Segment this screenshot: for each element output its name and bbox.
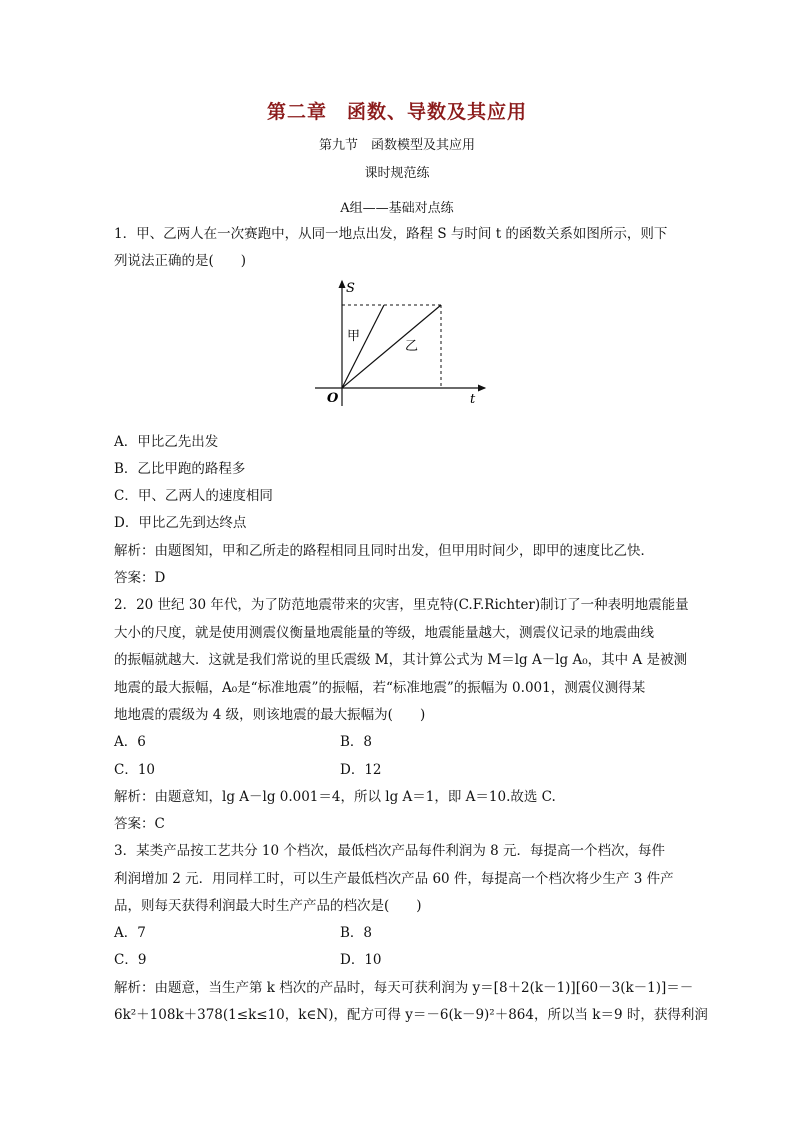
q2-option-b: B．8 <box>340 734 373 750</box>
q1-option-c: C．甲、乙两人的速度相同 <box>114 488 273 504</box>
q2-answer: 答案：C <box>114 816 165 832</box>
q3-option-b: B．8 <box>340 925 373 941</box>
q2-stem-line-3: 的振幅就越大．这就是我们常说的里氏震级 M，其计算公式为 M＝lg A－lg A₀，其中 A 是被测 <box>114 652 687 668</box>
q2-option-c: C．10 <box>114 762 156 778</box>
q1-option-a: A．甲比乙先出发 <box>114 434 219 450</box>
q3-analysis-line-1: 解析：由题意，当生产第 k 档次的产品时，每天可获利润为 y＝[8＋2(k－1)][60－3(k－1)]＝－ <box>114 980 694 996</box>
q2-stem-line-2: 大小的尺度，就是使用测震仪衡量地震能量的等级，地震能量越大，测震仪记录的地震曲线 <box>114 625 654 641</box>
jia-label: 甲 <box>347 329 361 344</box>
q1-stem-line-2: 列说法正确的是( ) <box>114 253 247 269</box>
q3-option-a: A．7 <box>114 925 146 941</box>
line-yi <box>342 305 441 388</box>
q3-option-c: C．9 <box>114 952 147 968</box>
chapter-title: 第二章 函数、导数及其应用 <box>266 101 527 123</box>
q3-stem-line-2: 利润增加 2 元．用同样工时，可以生产最低档次产品 60 件，每提高一个档次将少生产 3 件产 <box>114 871 674 887</box>
section-title: 第九节 函数模型及其应用 <box>318 138 475 153</box>
q3-stem-line-1: 3．某类产品按工艺共分 10 个档次，最低档次产品每件利润为 8 元．每提高一个档次，每件 <box>114 843 666 859</box>
subtitle: 课时规范练 <box>364 166 430 181</box>
q2-stem-line-4: 地震的最大振幅，A₀是“标准地震”的振幅，若“标准地震”的振幅为 0.001，测震仪测得某 <box>114 680 646 696</box>
q2-option-d: D．12 <box>340 762 382 778</box>
q1-analysis: 解析：由题图知，甲和乙所走的路程相同且同时出发，但甲用时间少，即甲的速度比乙快． <box>114 543 654 559</box>
line-jia <box>342 305 384 388</box>
origin-label: O <box>327 391 339 406</box>
q1-answer: 答案：D <box>114 570 166 586</box>
q2-stem-line-5: 地地震的震级为 4 级，则该地震的最大振幅为( ) <box>114 707 426 723</box>
q2-analysis: 解析：由题意知，lg A－lg 0.001＝4，所以 lg A＝1，即 A＝10.故选 C. <box>114 789 556 805</box>
distance-time-graph <box>305 278 495 408</box>
q2-stem-line-1: 2．20 世纪 30 年代，为了防范地震带来的灾害，里克特(C.F.Richter)制订了一种表明地震能量 <box>114 597 689 613</box>
y-axis-label: S <box>346 281 355 296</box>
q3-analysis-line-2: 6k²＋108k＋378(1≤k≤10，k∈N)，配方可得 y＝－6(k－9)²＋864，所以当 k＝9 时，获得利润 <box>114 1007 708 1023</box>
yi-label: 乙 <box>405 339 419 354</box>
group-heading: A组——基础对点练 <box>340 201 454 216</box>
x-axis-label: t <box>470 392 476 407</box>
q1-stem-line-1: 1．甲、乙两人在一次赛跑中，从同一地点出发，路程 S 与时间 t 的函数关系如图所示，则下 <box>114 226 668 242</box>
q1-option-b: B．乙比甲跑的路程多 <box>114 461 246 477</box>
q3-option-d: D．10 <box>340 952 382 968</box>
q1-option-d: D．甲比乙先到达终点 <box>114 515 247 531</box>
q3-stem-line-3: 品，则每天获得利润最大时生产产品的档次是( ) <box>114 898 422 914</box>
q2-option-a: A．6 <box>114 734 146 750</box>
